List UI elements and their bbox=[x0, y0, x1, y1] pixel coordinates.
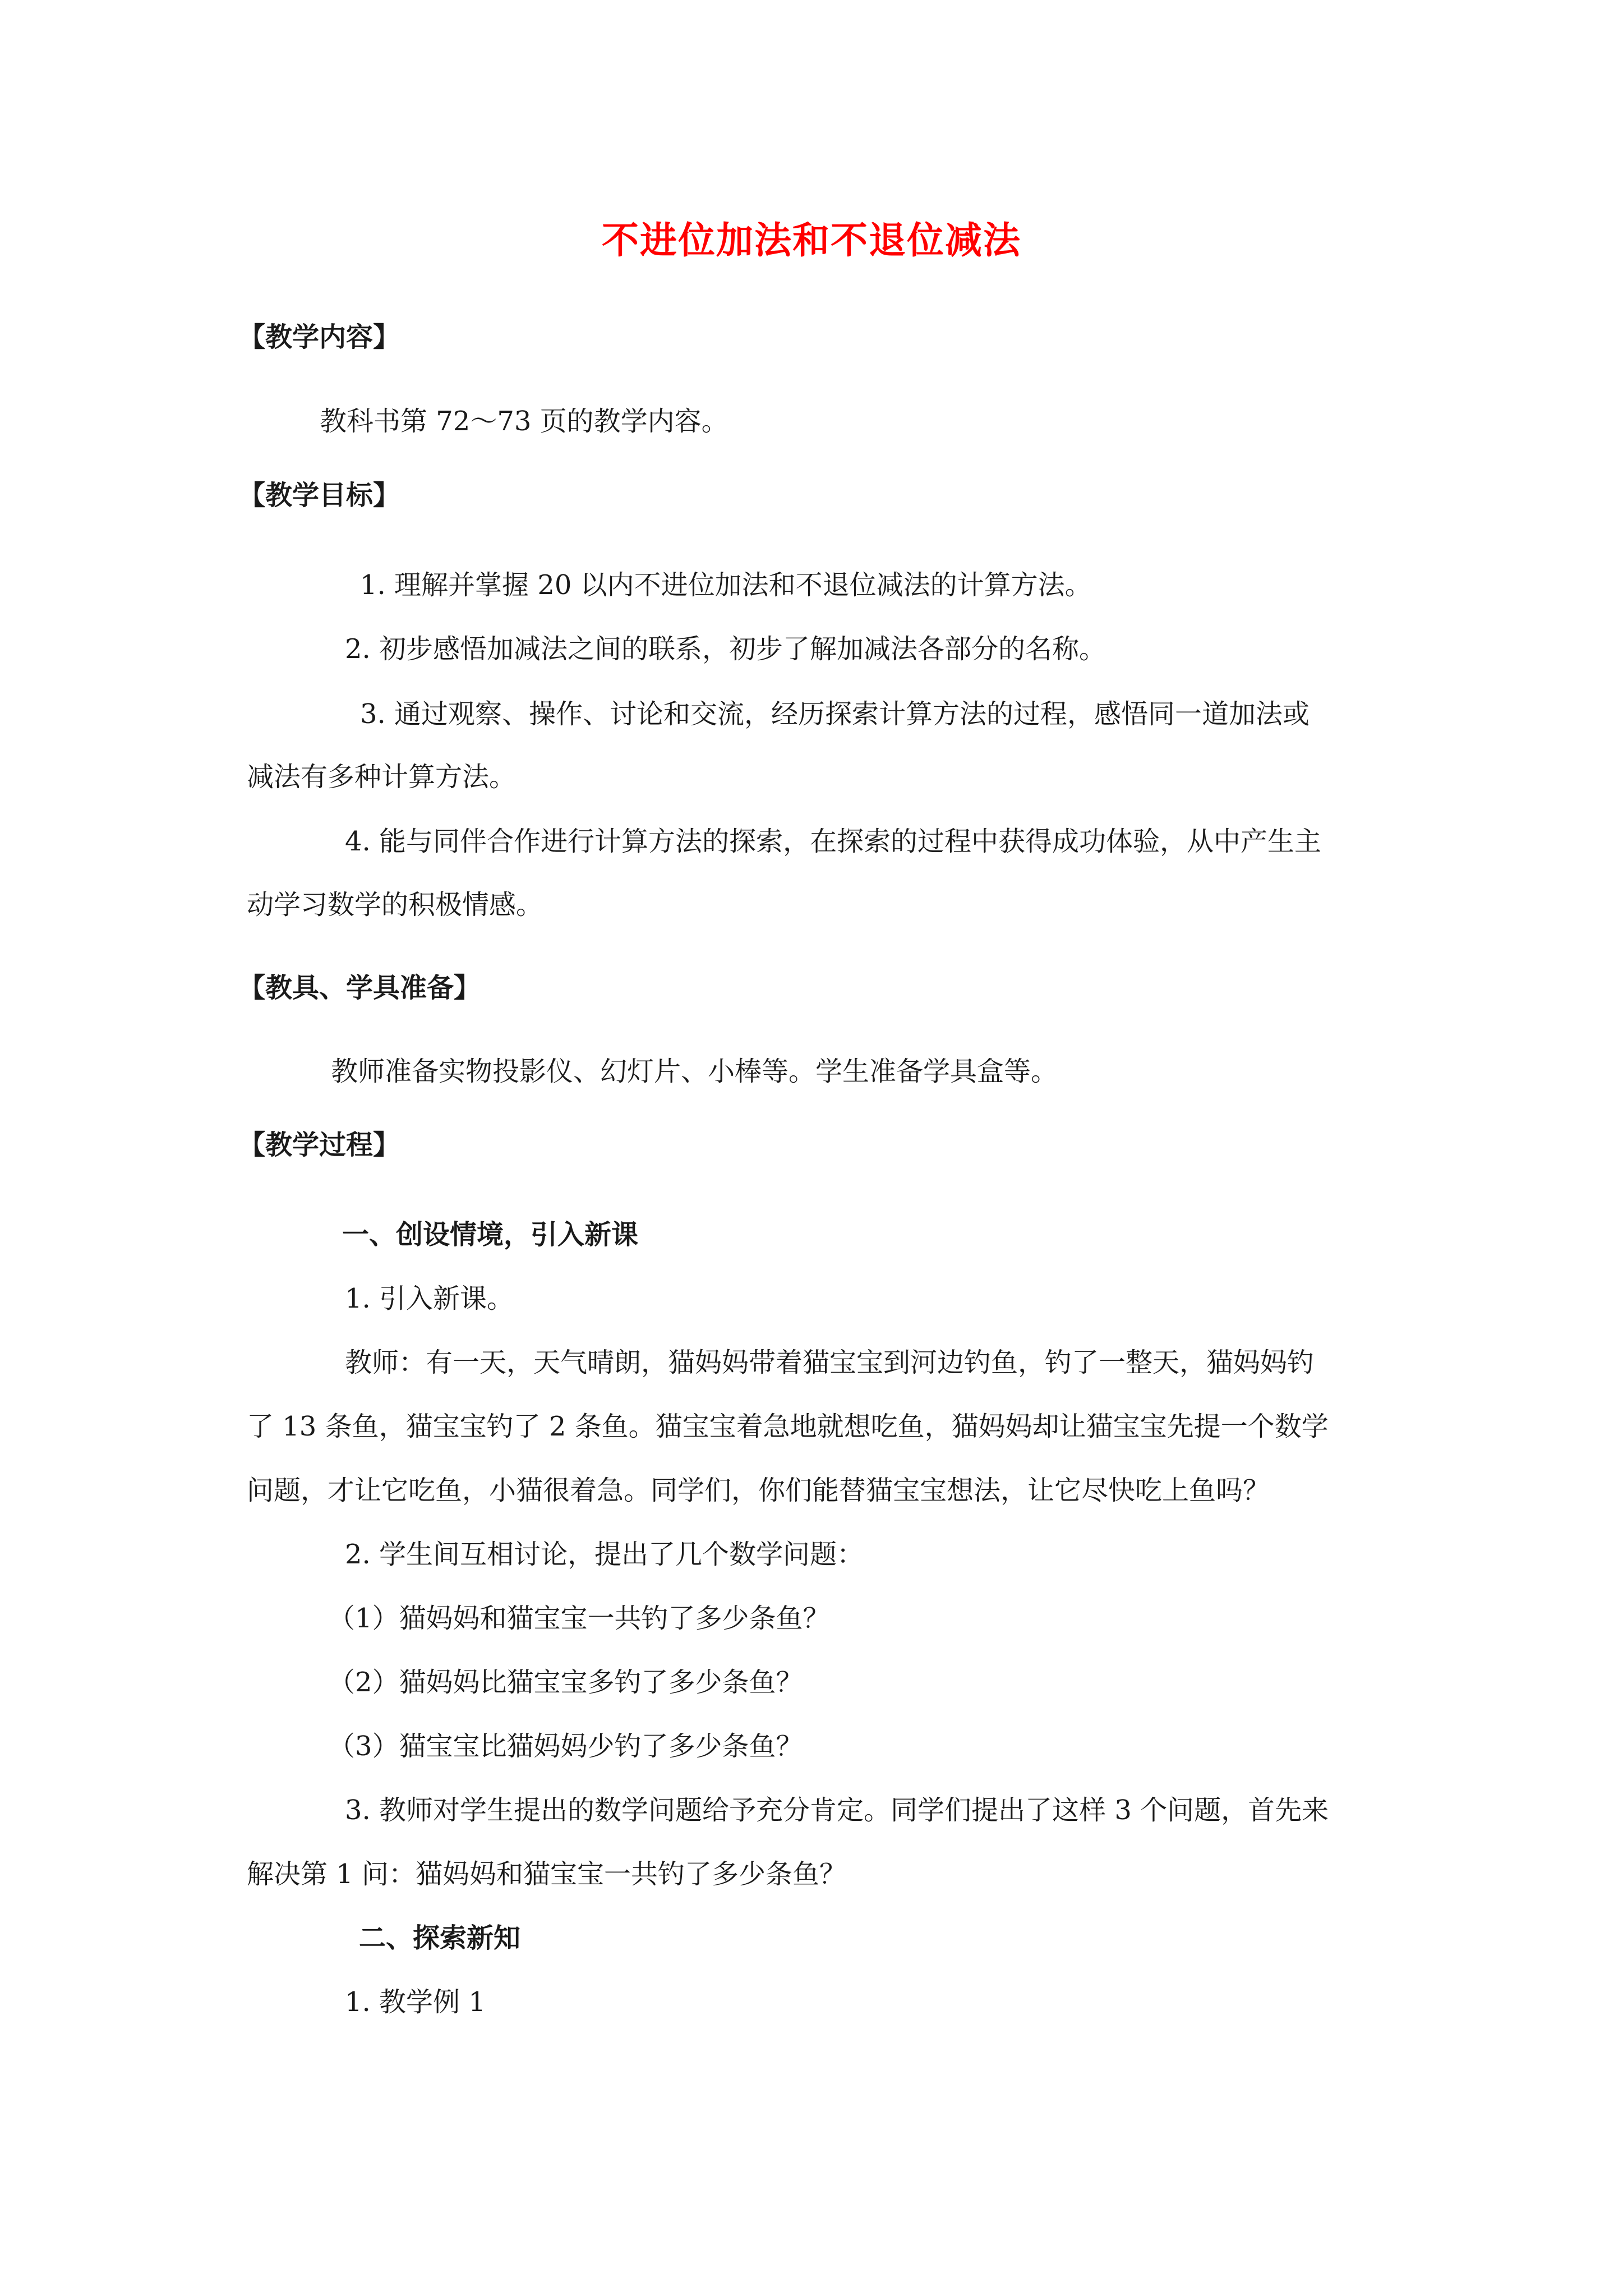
goal-item-1: 1. 理解并掌握 20 以内不进位加法和不退位减法的计算方法。 bbox=[360, 569, 1092, 601]
part1-line-7: （2）猫妈妈比猫宝宝多钓了多少条鱼？ bbox=[328, 1667, 803, 1698]
part1-line-3: 了 13 条鱼，猫宝宝钓了 2 条鱼。猫宝宝着急地就想吃鱼，猫妈妈却让猫宝宝先提一个数学 bbox=[247, 1411, 1329, 1442]
part1-line-5: 2. 学生间互相讨论，提出了几个数学问题： bbox=[345, 1539, 864, 1570]
section-heading-goals: 【教学目标】 bbox=[238, 480, 400, 511]
part2-line-1: 1. 教学例 1 bbox=[345, 1986, 486, 2018]
part1-line-10: 解决第 1 问：猫妈妈和猫宝宝一共钓了多少条鱼？ bbox=[247, 1858, 847, 1890]
section-heading-prep: 【教具、学具准备】 bbox=[238, 972, 481, 1004]
goal-item-4-cont: 动学习数学的积极情感。 bbox=[247, 889, 543, 921]
part1-line-6: （1）猫妈妈和猫宝宝一共钓了多少条鱼？ bbox=[328, 1603, 830, 1634]
part1-line-9: 3. 教师对学生提出的数学问题给予充分肯定。同学们提出了这样 3 个问题，首先来 bbox=[345, 1795, 1329, 1826]
goal-item-2: 2. 初步感悟加减法之间的联系，初步了解加减法各部分的名称。 bbox=[345, 633, 1106, 665]
section-heading-process: 【教学过程】 bbox=[238, 1129, 400, 1161]
goal-item-3: 3. 通过观察、操作、讨论和交流，经历探索计算方法的过程，感悟同一道加法或 bbox=[360, 698, 1310, 730]
content-text: 教科书第 72～73 页的教学内容。 bbox=[320, 406, 728, 437]
part1-line-4: 问题，才让它吃鱼，小猫很着急。同学们，你们能替猫宝宝想法，让它尽快吃上鱼吗？ bbox=[247, 1475, 1270, 1506]
page-title: 不进位加法和不退位减法 bbox=[602, 218, 1021, 262]
part1-line-1: 1. 引入新课。 bbox=[345, 1283, 514, 1314]
part1-line-2: 教师：有一天，天气晴朗，猫妈妈带着猫宝宝到河边钓鱼，钓了一整天，猫妈妈钓 bbox=[345, 1347, 1315, 1378]
subheading-part1: 一、创设情境，引入新课 bbox=[342, 1219, 639, 1250]
goal-item-4: 4. 能与同伴合作进行计算方法的探索，在探索的过程中获得成功体验，从中产生主 bbox=[345, 826, 1322, 857]
part1-line-8: （3）猫宝宝比猫妈妈少钓了多少条鱼？ bbox=[328, 1731, 803, 1762]
section-heading-content: 【教学内容】 bbox=[238, 321, 400, 353]
goal-item-3-cont: 减法有多种计算方法。 bbox=[247, 761, 517, 793]
prep-text: 教师准备实物投影仪、幻灯片、小棒等。学生准备学具盒等。 bbox=[331, 1056, 1058, 1087]
subheading-part2: 二、探索新知 bbox=[359, 1922, 521, 1954]
